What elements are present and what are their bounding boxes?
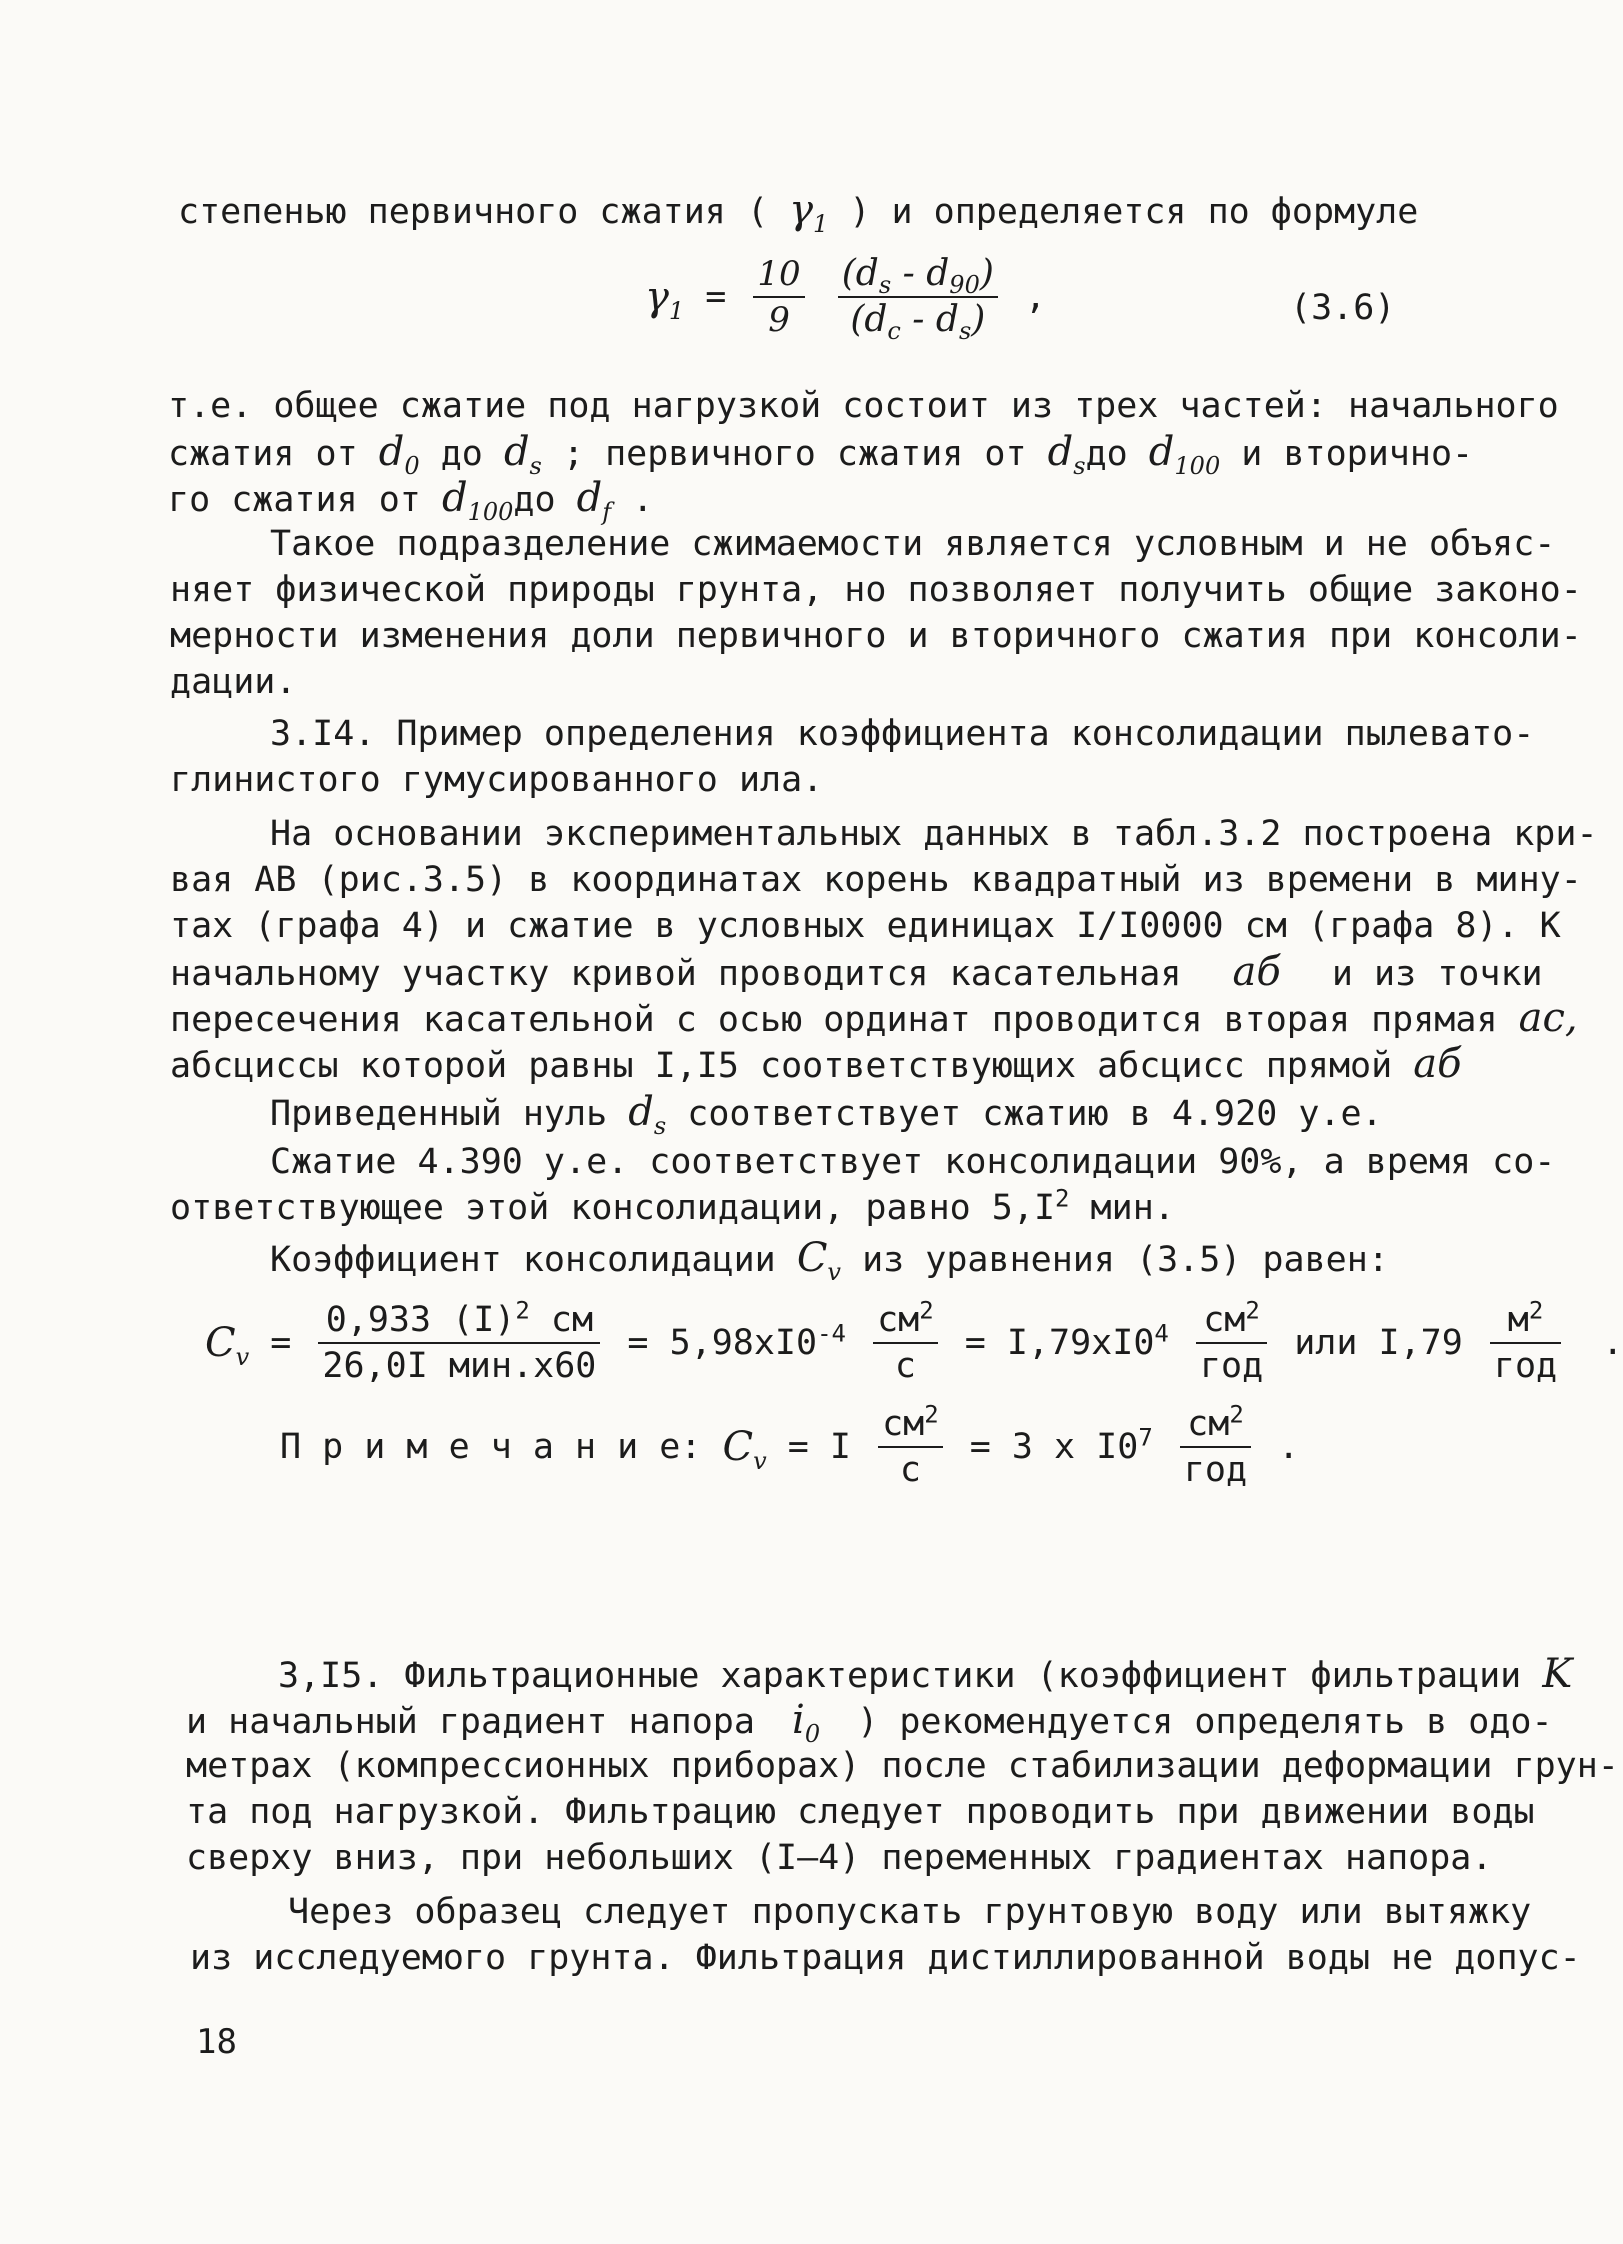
para4-line1: На основании экспериментальных данных в табл.3.2 построена кри- bbox=[270, 814, 1598, 854]
para2-line3: мерности изменения доли первичного и вторичного сжатия при консоли- bbox=[170, 616, 1582, 656]
para4-line5: пересечения касательной с осью ординат проводится вторая прямая ac, bbox=[170, 995, 1578, 1041]
para4-line4: начальному участку кривой проводится касательная aб и из точки bbox=[170, 949, 1543, 995]
formula-fraction: $\frac{(d_s - d_{90})}{(d_c - d_s)}$ bbox=[838, 252, 998, 342]
gamma-symbol: $\gamma_1$ bbox=[789, 187, 829, 238]
formula-number: (3.6) bbox=[1290, 288, 1396, 328]
section-3-14-line2: глинистого гумусированного ила. bbox=[170, 760, 824, 800]
section-3-15-line4: та под нагрузкой. Фильтрацию следует проводить при движении воды bbox=[186, 1792, 1535, 1832]
formula-cv: $C_v$ = $\frac{0,933 (I)^2 см}{\text{26,0I мин.х60}}$ = $5,98хI0^{-4}$ $\frac{см^2}{с}$ = $I,79хI0^4$ $\frac{см^2}{\text{год}}$ или I,79 $\frac{м^2}{\text{год}}$ . bbox=[205, 1296, 1623, 1386]
formula-3-6: $\gamma_1$ = $\frac{10}{9}$ $\frac{(d_s - d_{90})}{(d_c - d_s)}$ , bbox=[645, 253, 1047, 346]
intro-line: степенью первичного сжатия ( $\gamma_1$ ) и определяется по формуле bbox=[178, 187, 1419, 238]
para5-line: Приведенный нуль $d_s$ соответствует сжатию в 4.920 у.е. bbox=[270, 1089, 1383, 1140]
para6-line1: Сжатие 4.390 у.е. соответствует консолидации 90%, а время со- bbox=[270, 1142, 1556, 1182]
cv-fraction-3: $\frac{см^2}{\text{год}}$ bbox=[1196, 1298, 1267, 1388]
para4-line2: вая АВ (рис.3.5) в координатах корень квадратный из времени в мину- bbox=[170, 860, 1582, 900]
para7-line: Коэффициент консолидации $C_v$ из уравнения (3.5) равен: bbox=[270, 1235, 1389, 1286]
para4-line6: абсциссы которой равны I,I5 соответствующих абсцисс прямой aб bbox=[170, 1041, 1462, 1087]
note-fraction-2: $\frac{см^2}{\text{год}}$ bbox=[1180, 1402, 1251, 1492]
para1-line3: го сжатия от $d_{100}до$ $d_f$ . bbox=[168, 475, 654, 526]
section-3-15-line5: сверху вниз, при небольших (I–4) переменных градиентах напора. bbox=[186, 1838, 1493, 1878]
cv-fraction-4: $\frac{м^2}{\text{год}}$ bbox=[1490, 1298, 1561, 1388]
para9-line1: Через образец следует пропускать грунтовую воду или вытяжку bbox=[288, 1892, 1532, 1932]
note-fraction-1: $\frac{см^2}{с}$ bbox=[878, 1402, 943, 1492]
para6-line2: ответствующее этой консолидации, равно $5,I^2$ мин. bbox=[170, 1184, 1175, 1228]
para4-line3: тах (графа 4) и сжатие в условных единицах I/I0000 см (графа 8). К bbox=[170, 906, 1561, 946]
para9-line2: из исследуемого грунта. Фильтрация дистиллированной воды не допус- bbox=[190, 1938, 1581, 1978]
para2-line1: Такое подразделение сжимаемости является условным и не объяс- bbox=[270, 524, 1556, 564]
formula-coefficient: $\frac{10}{9}$ bbox=[753, 252, 804, 342]
para2-line4: дации. bbox=[170, 662, 297, 702]
para1-line1: т.е. общее сжатие под нагрузкой состоит из трех частей: начального bbox=[168, 386, 1559, 426]
para1-line2: сжатия от $d_0$ до $d_s$ ; первичного сжатия от $d_sдо$ $d_{100}$ и вторично- bbox=[168, 429, 1474, 480]
section-3-15-line3: метрах (компрессионных приборах) после стабилизации деформации грун- bbox=[186, 1746, 1619, 1786]
section-3-14-heading: 3.I4. Пример определения коэффициента консолидации пылевато- bbox=[270, 714, 1535, 754]
cv-fraction-1: $\frac{0,933 (I)^2 см}{\text{26,0I мин.х60}}$ bbox=[318, 1298, 600, 1388]
section-3-15-line1: 3,I5. Фильтрационные характеристики (коэффициент фильтрации K bbox=[278, 1651, 1573, 1697]
para2-line2: няет физической природы грунта, но позволяет получить общие законо- bbox=[170, 570, 1582, 610]
cv-fraction-2: $\frac{см^2}{с}$ bbox=[873, 1298, 938, 1388]
section-3-15-line2: и начальный градиент напора $i_0$ ) рекомендуется определять в одо- bbox=[186, 1697, 1553, 1748]
note-line: П р и м е ч а н и е: $C_v = I$ $\frac{см^2}{с}$ = 3 х $I0^7$ $\frac{см^2}{\text{год}}$ . bbox=[280, 1400, 1300, 1490]
page-number: 18 bbox=[196, 2022, 237, 2062]
